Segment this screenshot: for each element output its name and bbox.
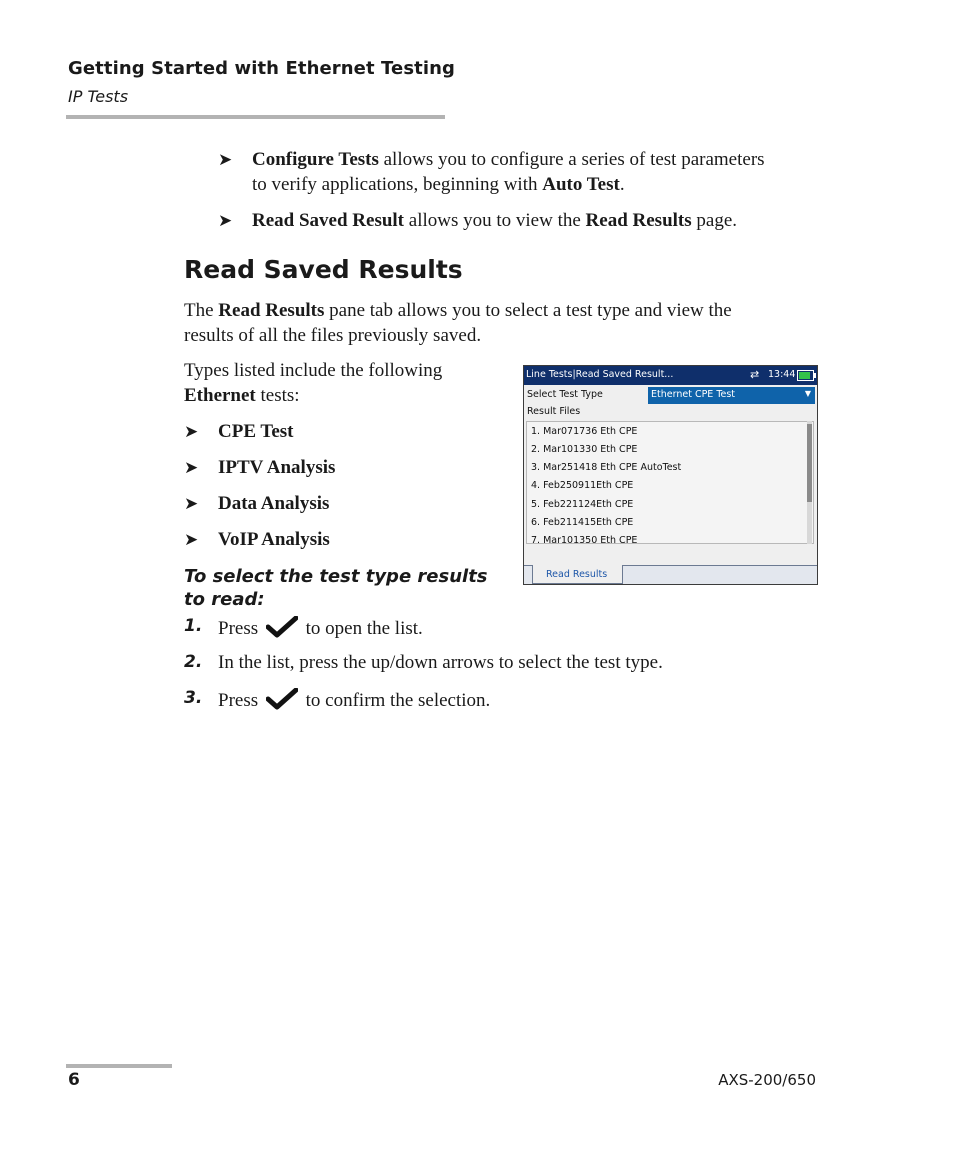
list-item-label: CPE Test bbox=[218, 421, 294, 442]
bullet-text: allows you to configure a series of test parameters bbox=[378, 149, 765, 170]
list-item[interactable]: 5. Feb221124Eth CPE bbox=[531, 499, 634, 510]
running-header-subtitle: IP Tests bbox=[68, 87, 129, 106]
paragraph-text: results of all the files previously saved. bbox=[184, 325, 482, 346]
step-text: Press bbox=[218, 618, 259, 639]
step-number: 3. bbox=[184, 688, 203, 708]
step-text: to open the list. bbox=[305, 618, 423, 639]
list-item bbox=[184, 455, 484, 480]
running-header-title: Getting Started with Ethernet Testing bbox=[68, 58, 456, 79]
scrollbar-thumb[interactable] bbox=[807, 424, 812, 502]
bullet-arrow-icon: ➤ bbox=[184, 422, 199, 441]
sync-icon: ⇄ bbox=[750, 368, 760, 381]
paragraph-text: The bbox=[184, 300, 219, 321]
device-window-title: Line Tests|Read Saved Result... bbox=[526, 369, 674, 380]
bullet-arrow-icon: ➤ bbox=[218, 211, 233, 230]
result-files-list[interactable] bbox=[526, 421, 814, 544]
paragraph-term: Read Results bbox=[218, 300, 325, 321]
section-heading: Read Saved Results bbox=[184, 255, 463, 284]
bullet-arrow-icon: ➤ bbox=[218, 150, 233, 169]
list-item[interactable]: 4. Feb250911Eth CPE bbox=[531, 480, 634, 491]
dropdown-value: Ethernet CPE Test bbox=[651, 389, 736, 400]
list-item-label: Data Analysis bbox=[218, 493, 330, 514]
bullet-read-saved-result bbox=[218, 208, 828, 233]
device-screenshot bbox=[523, 365, 818, 585]
list-item[interactable]: 6. Feb211415Eth CPE bbox=[531, 517, 634, 528]
document-code: AXS-200/650 bbox=[718, 1071, 816, 1089]
tab-label: Read Results bbox=[546, 569, 608, 580]
step-number: 1. bbox=[184, 616, 203, 636]
bullet-arrow-icon: ➤ bbox=[184, 494, 199, 513]
list-item[interactable]: 3. Mar251418 Eth CPE AutoTest bbox=[531, 462, 682, 473]
paragraph-text: pane tab allows you to select a test type and view the bbox=[324, 300, 732, 321]
bullet-term: Read Results bbox=[585, 210, 692, 231]
footer-rule bbox=[66, 1064, 172, 1068]
step-text: to confirm the selection. bbox=[305, 690, 491, 711]
paragraph-types bbox=[184, 358, 504, 408]
list-item-label: IPTV Analysis bbox=[218, 457, 336, 478]
device-clock: 13:44 bbox=[768, 369, 796, 380]
bullet-configure-tests bbox=[218, 147, 828, 197]
step-number: 2. bbox=[184, 652, 203, 672]
bullet-text: . bbox=[619, 174, 625, 195]
bullet-text: page. bbox=[691, 210, 738, 231]
result-files-label: Result Files bbox=[527, 406, 581, 417]
paragraph-text: tests: bbox=[255, 385, 300, 406]
paragraph-term: Ethernet bbox=[184, 385, 256, 406]
list-item[interactable]: 7. Mar101350 Eth CPE bbox=[531, 535, 638, 544]
chevron-down-icon: ▼ bbox=[804, 389, 811, 398]
list-item-label: VoIP Analysis bbox=[218, 529, 330, 550]
bullet-arrow-icon: ➤ bbox=[184, 530, 199, 549]
list-item[interactable]: 2. Mar101330 Eth CPE bbox=[531, 444, 638, 455]
battery-icon bbox=[797, 370, 814, 381]
device-title-bar bbox=[524, 366, 817, 385]
page-number: 6 bbox=[68, 1070, 80, 1090]
list-item bbox=[184, 527, 484, 552]
bullet-term: Configure Tests bbox=[252, 149, 379, 170]
step-text: In the list, press the up/down arrows to select the test type. bbox=[218, 652, 663, 673]
paragraph-intro bbox=[184, 298, 824, 348]
bullet-term: Auto Test bbox=[542, 174, 620, 195]
list-item bbox=[184, 419, 484, 444]
paragraph-text: Types listed include the following bbox=[184, 360, 443, 381]
bullet-arrow-icon: ➤ bbox=[184, 458, 199, 477]
test-type-dropdown[interactable] bbox=[648, 387, 815, 404]
bullet-term: Read Saved Result bbox=[252, 210, 405, 231]
bullet-text: allows you to view the bbox=[404, 210, 586, 231]
checkmark-icon bbox=[266, 616, 298, 638]
header-rule bbox=[66, 115, 445, 119]
list-item bbox=[184, 491, 484, 516]
step-text: Press bbox=[218, 690, 259, 711]
list-scrollbar[interactable] bbox=[807, 421, 812, 544]
list-item[interactable]: 1. Mar071736 Eth CPE bbox=[531, 426, 638, 437]
procedure-heading: To select the test type results to read: bbox=[184, 566, 488, 610]
tab-read-results[interactable] bbox=[532, 565, 623, 584]
select-test-type-label: Select Test Type bbox=[527, 389, 603, 400]
checkmark-icon bbox=[266, 688, 298, 710]
bullet-text: to verify applications, beginning with bbox=[252, 174, 543, 195]
